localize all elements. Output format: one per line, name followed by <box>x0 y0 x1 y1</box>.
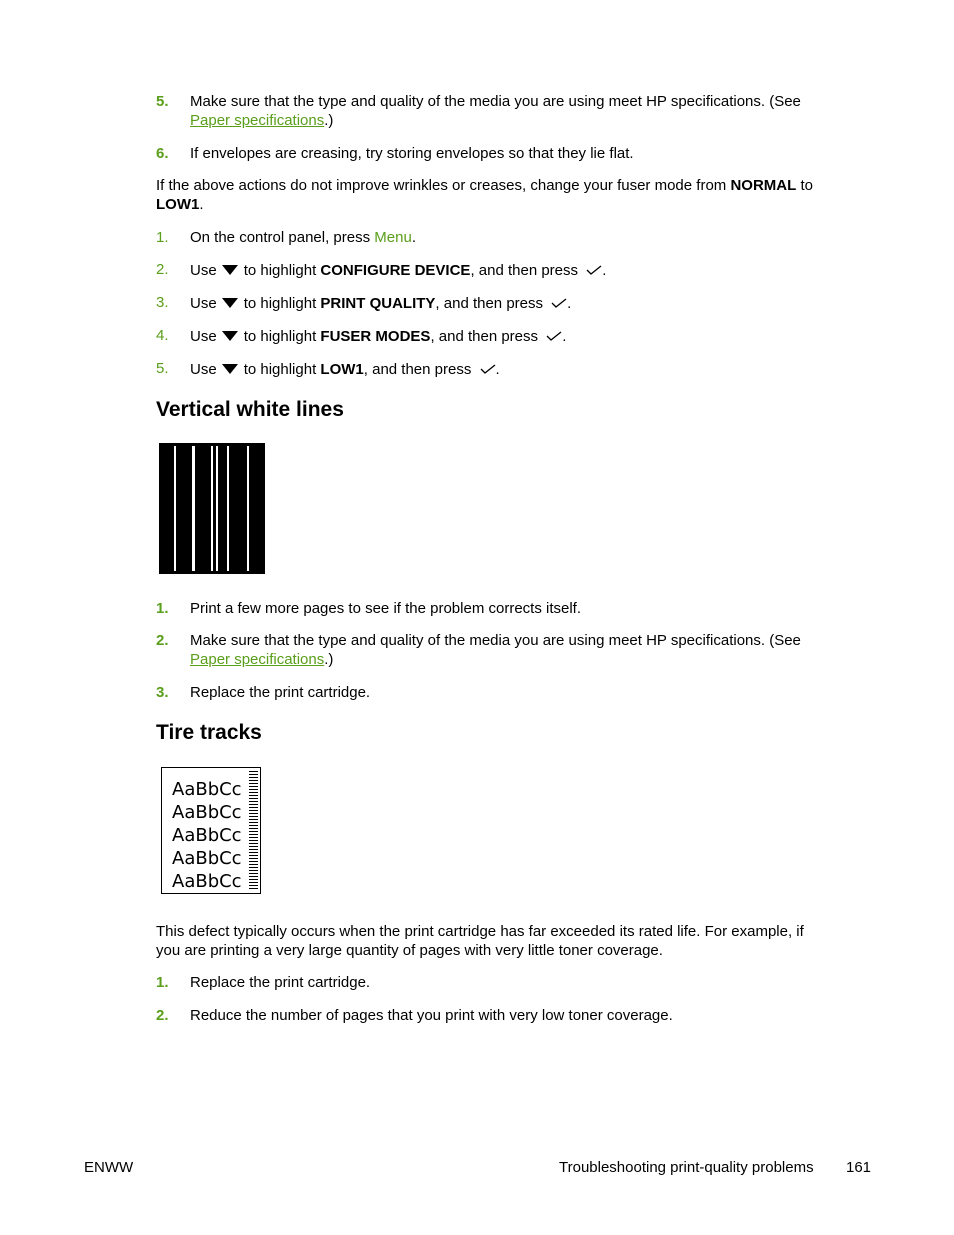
down-arrow-icon <box>222 298 238 308</box>
step-text: Use to highlight LOW1, and then press . <box>190 361 500 378</box>
tire-track-marks <box>249 771 258 890</box>
page-number: 161 <box>846 1159 872 1176</box>
step-text: Use to highlight CONFIGURE DEVICE, and then press . <box>190 262 607 279</box>
paragraph: If the above actions do not improve wrinkles or creases, change your fuser mode from NORMAL to LOW1. <box>156 177 813 213</box>
footer-left: ENWW <box>84 1159 134 1176</box>
step-number: 5. <box>156 93 169 110</box>
checkmark-icon <box>586 265 602 275</box>
down-arrow-icon <box>222 364 238 374</box>
step-text: Replace the print cartridge. <box>190 974 371 991</box>
sample-text-block: AaBbCc AaBbCc AaBbCc AaBbCc AaBbCc <box>172 779 242 892</box>
step-text: Replace the print cartridge. <box>190 684 371 701</box>
step-number: 2. <box>156 261 169 278</box>
section-heading: Tire tracks <box>156 721 262 744</box>
checkmark-icon <box>480 364 496 374</box>
down-arrow-icon <box>222 331 238 341</box>
step-text: Make sure that the type and quality of the media you are using meet HP specifications. (See Paper specifications.) <box>190 632 801 668</box>
step-text: Make sure that the type and quality of the media you are using meet HP specifications. (See Paper specifications.) <box>190 93 801 129</box>
step-number: 5. <box>156 360 169 377</box>
step-number: 1. <box>156 974 169 991</box>
step-text: On the control panel, press Menu. <box>190 229 416 246</box>
tire-tracks-illustration <box>161 767 261 894</box>
step-number: 3. <box>156 684 169 701</box>
step-number: 1. <box>156 229 169 246</box>
checkmark-icon <box>546 331 562 341</box>
step-number: 3. <box>156 294 169 311</box>
step-text: If envelopes are creasing, try storing envelopes so that they lie flat. <box>190 145 634 162</box>
step-text: Use to highlight PRINT QUALITY, and then press . <box>190 295 572 312</box>
checkmark-icon <box>551 298 567 308</box>
step-text: Use to highlight FUSER MODES, and then press . <box>190 328 567 345</box>
step-number: 2. <box>156 632 169 649</box>
step-number: 2. <box>156 1007 169 1024</box>
step-text: Print a few more pages to see if the problem corrects itself. <box>190 600 582 617</box>
paper-specifications-link[interactable]: Paper specifications <box>190 112 325 129</box>
step-number: 6. <box>156 145 169 162</box>
paragraph: This defect typically occurs when the print cartridge has far exceeded its rated life. For example, if you are printing a very large quantity of pages with very little toner coverage. <box>156 923 804 959</box>
step-number: 4. <box>156 327 169 344</box>
footer-section-title: Troubleshooting print-quality problems <box>559 1159 814 1176</box>
down-arrow-icon <box>222 265 238 275</box>
paper-specifications-link[interactable]: Paper specifications <box>190 651 325 668</box>
section-heading: Vertical white lines <box>156 398 344 421</box>
step-number: 1. <box>156 600 169 617</box>
menu-button-label: Menu <box>374 229 412 246</box>
step-text: Reduce the number of pages that you print with very low toner coverage. <box>190 1007 673 1024</box>
vertical-white-lines-illustration <box>159 443 265 574</box>
